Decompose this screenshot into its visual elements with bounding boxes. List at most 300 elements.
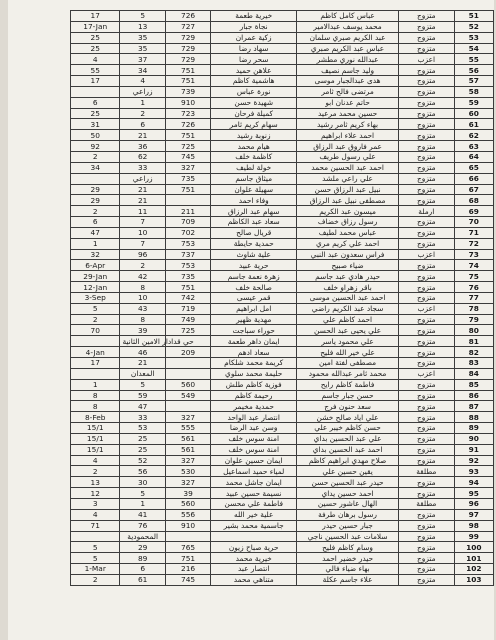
cell-code: 753 [165, 238, 210, 249]
cell-count: 10 [120, 227, 165, 238]
cell-code: 735 [165, 173, 210, 184]
cell-day: 17 [71, 76, 120, 87]
table-row [71, 423, 494, 434]
table-row [71, 564, 494, 575]
cell-day: 8-Feb [71, 412, 120, 423]
cell-full-name: احمد عبد الحسين موسى [297, 292, 399, 303]
cell-code: 560 [165, 379, 210, 390]
cell-full-name: احمد كاظم علي [297, 314, 399, 325]
cell-row-number: 84 [454, 368, 493, 379]
cell-row-number: 62 [454, 130, 493, 141]
table-row [71, 195, 494, 206]
cell-mother-name: علية شاوث [211, 249, 297, 260]
cell-day: 3 [71, 498, 120, 509]
cell-full-name: باقر زهراو خلف [297, 282, 399, 293]
cell-mother-name: ايمان داهر طعمة [211, 336, 297, 347]
cell-count: 30 [120, 477, 165, 488]
cell-full-name: حسن كاظم خيبر علي [297, 423, 399, 434]
cell-marital-status: متزوج [399, 97, 455, 108]
cell-row-number: 90 [454, 433, 493, 444]
cell-marital-status: متزوج [399, 488, 455, 499]
cell-marital-status: متزوج [399, 11, 455, 22]
cell-full-name: علي اياد صالح خشن [297, 412, 399, 423]
cell-code: 751 [165, 76, 210, 87]
table-row [71, 271, 494, 282]
cell-mother-name: حرية عبيد [211, 260, 297, 271]
cell-mother-name: علاهن حميد [211, 65, 297, 76]
table-row [71, 488, 494, 499]
cell-mother-name: سعاد عبد الكاظم [211, 217, 297, 228]
cell-day: 2 [71, 574, 120, 585]
cell-full-name: سجاد عبد الكريم راضي [297, 303, 399, 314]
cell-marital-status: متزوج [399, 347, 455, 358]
cell-count: 35 [120, 43, 165, 54]
cell-row-number: 73 [454, 249, 493, 260]
cell-marital-status: متزوج [399, 227, 455, 238]
cell-day: 29 [71, 184, 120, 195]
cell-count: 21 [120, 195, 165, 206]
table-row [71, 43, 494, 54]
cell-row-number: 76 [454, 282, 493, 293]
cell-full-name: عبد الكريم صبري سلمان [297, 32, 399, 43]
cell-count: 35 [120, 32, 165, 43]
cell-row-number: 89 [454, 423, 493, 434]
cell-mother-name: حرية صباح زيون [211, 542, 297, 553]
table-row [71, 227, 494, 238]
cell-mother-name: هاشمية كاظم [211, 76, 297, 87]
cell-code: 561 [165, 444, 210, 455]
cell-mother-name: مهدية ظهير [211, 314, 297, 325]
cell-row-number: 56 [454, 65, 493, 76]
cell-mother-name: حليمة محمد سلوي [211, 368, 297, 379]
cell-full-name: عمر فاروق عبد الرزاق [297, 141, 399, 152]
cell-mother-name: خيرية طعمة [211, 11, 297, 22]
table-row [71, 86, 494, 97]
cell-code: 742 [165, 292, 210, 303]
cell-code: 910 [165, 97, 210, 108]
cell-day: 2 [71, 206, 120, 217]
cell-row-number: 51 [454, 11, 493, 22]
cell-code: 749 [165, 314, 210, 325]
cell-mother-name: علية خير الله [211, 509, 297, 520]
cell-count: 61 [120, 574, 165, 585]
document-sheet [8, 0, 494, 640]
cell-full-name: حيدر عبد الحسين حسن [297, 477, 399, 488]
cell-row-number: 68 [454, 195, 493, 206]
cell-count: 96 [120, 249, 165, 260]
cell-marital-status: ارملة [399, 206, 455, 217]
cell-row-number: 88 [454, 412, 493, 423]
cell-count: 6 [120, 119, 165, 130]
cell-full-name: نبيل عبد الرزاق حسن [297, 184, 399, 195]
cell-full-name: فراس سعدون عبد النبي [297, 249, 399, 260]
cell-full-name: حيدر خضير احمد [297, 553, 399, 564]
cell-count: 52 [120, 455, 165, 466]
cell-full-name: حسن جبار جاسم [297, 390, 399, 401]
table-row [71, 509, 494, 520]
cell-mother-name: زكية عمران [211, 32, 297, 43]
table-row [71, 520, 494, 531]
cell-count: 6 [120, 564, 165, 575]
cell-row-number: 63 [454, 141, 493, 152]
cell-day: 5 [71, 303, 120, 314]
table-row [71, 260, 494, 271]
cell-marital-status: اعزب [399, 249, 455, 260]
table-row [71, 358, 494, 369]
cell-code: 555 [165, 423, 210, 434]
cell-row-number: 61 [454, 119, 493, 130]
cell-full-name: وسام كاظم فليح [297, 542, 399, 553]
cell-code: 735 [165, 271, 210, 282]
cell-day [71, 531, 120, 542]
cell-mother-name: متناهي محمد [211, 574, 297, 585]
cell-day: 3-Sep [71, 292, 120, 303]
cell-mother-name: ايمان حسين علوان [211, 455, 297, 466]
cell-marital-status: متزوج [399, 217, 455, 228]
cell-marital-status: اعزب [399, 368, 455, 379]
cell-count: 62 [120, 151, 165, 162]
table-row [71, 184, 494, 195]
cell-marital-status: مطلقة [399, 466, 455, 477]
cell-day: 2 [71, 314, 120, 325]
cell-day: 34 [71, 162, 120, 173]
cell-row-number: 103 [454, 574, 493, 585]
table-row [71, 433, 494, 444]
cell-row-number: 87 [454, 401, 493, 412]
cell-marital-status: متزوج [399, 162, 455, 173]
cell-count: 1 [120, 498, 165, 509]
roster-body [71, 11, 494, 586]
cell-row-number: 91 [454, 444, 493, 455]
cell-full-name: احمد حسين يداي [297, 488, 399, 499]
cell-full-name: علي رسول طريف [297, 151, 399, 162]
cell-row-number: 79 [454, 314, 493, 325]
table-row [71, 574, 494, 585]
cell-marital-status: متزوج [399, 130, 455, 141]
cell-full-name: رسول رزاق خضاف [297, 217, 399, 228]
cell-mother-name: ايمان جاشل محمد [211, 477, 297, 488]
cell-marital-status: متزوج [399, 141, 455, 152]
cell-marital-status: متزوج [399, 542, 455, 553]
table-row [71, 173, 494, 184]
cell-row-number: 99 [454, 531, 493, 542]
table-row [71, 292, 494, 303]
cell-count: حي قدادار الامين الثانية [120, 336, 165, 347]
table-row [71, 238, 494, 249]
cell-day: 1 [71, 379, 120, 390]
cell-full-name: احمد علي كريم مري [297, 238, 399, 249]
cell-code: 745 [165, 574, 210, 585]
cell-code: 702 [165, 227, 210, 238]
cell-mother-name: جاسمية محمد بشير [211, 520, 297, 531]
cell-count: 5 [120, 488, 165, 499]
table-row [71, 347, 494, 358]
cell-day: 50 [71, 130, 120, 141]
cell-mother-name: انتصار عبد [211, 564, 297, 575]
cell-row-number: 98 [454, 520, 493, 531]
cell-day: 4 [71, 509, 120, 520]
cell-code: 753 [165, 260, 210, 271]
cell-row-number: 71 [454, 227, 493, 238]
cell-count: 10 [120, 292, 165, 303]
cell-count: 25 [120, 433, 165, 444]
cell-code: 910 [165, 520, 210, 531]
cell-count: 21 [120, 130, 165, 141]
cell-day: 32 [71, 249, 120, 260]
table-row [71, 466, 494, 477]
cell-row-number: 85 [454, 379, 493, 390]
cell-day: 25 [71, 108, 120, 119]
cell-row-number: 75 [454, 271, 493, 282]
table-row [71, 498, 494, 509]
table-row [71, 32, 494, 43]
cell-marital-status: متزوج [399, 119, 455, 130]
cell-code: 211 [165, 206, 210, 217]
cell-marital-status: متزوج [399, 390, 455, 401]
cell-marital-status: متزوج [399, 336, 455, 347]
cell-mother-name: نجاة جبار [211, 21, 297, 32]
cell-row-number: 60 [454, 108, 493, 119]
table-row [71, 368, 494, 379]
cell-count: زراعي [120, 173, 165, 184]
cell-day: 4-Jan [71, 347, 120, 358]
cell-code [165, 195, 210, 206]
cell-code: 729 [165, 43, 210, 54]
cell-full-name: عبدالله نوري مطشر [297, 54, 399, 65]
cell-count: 8 [120, 282, 165, 293]
table-row [71, 477, 494, 488]
cell-count: 53 [120, 423, 165, 434]
cell-row-number: 96 [454, 498, 493, 509]
cell-full-name: مرتضى فالح ثامر [297, 86, 399, 97]
cell-day [71, 173, 120, 184]
cell-row-number: 78 [454, 303, 493, 314]
cell-row-number: 52 [454, 21, 493, 32]
table-row [71, 249, 494, 260]
cell-marital-status: متزوج [399, 76, 455, 87]
cell-count: 7 [120, 238, 165, 249]
cell-row-number: 81 [454, 336, 493, 347]
cell-row-number: 69 [454, 206, 493, 217]
cell-row-number: 64 [454, 151, 493, 162]
cell-row-number: 65 [454, 162, 493, 173]
cell-day: 6 [71, 97, 120, 108]
table-row [71, 455, 494, 466]
cell-marital-status: متزوج [399, 151, 455, 162]
cell-marital-status: متزوج [399, 325, 455, 336]
table-row [71, 206, 494, 217]
cell-day: 1-Mar [71, 564, 120, 575]
cell-full-name: هدى عبدالجبار موسى [297, 76, 399, 87]
cell-marital-status: متزوج [399, 433, 455, 444]
cell-day: 17-Jan [71, 21, 120, 32]
cell-count: 42 [120, 271, 165, 282]
cell-full-name: عباس كامل كاظم [297, 11, 399, 22]
cell-count: 34 [120, 65, 165, 76]
cell-count: 46 [120, 347, 165, 358]
cell-mother-name: سهام عبد الرزاق [211, 206, 297, 217]
cell-day: 25 [71, 32, 120, 43]
cell-marital-status: متزوج [399, 455, 455, 466]
cell-day: 15/1 [71, 423, 120, 434]
cell-mother-name: شهيدة حسن [211, 97, 297, 108]
cell-mother-name: زهرة نعمة جاسم [211, 271, 297, 282]
cell-row-number: 58 [454, 86, 493, 97]
cell-mother-name: حمدية مخيمر [211, 401, 297, 412]
cell-mother-name: ميثاق جاسم [211, 173, 297, 184]
cell-row-number: 59 [454, 97, 493, 108]
cell-code: 726 [165, 11, 210, 22]
table-row [71, 379, 494, 390]
cell-row-number: 95 [454, 488, 493, 499]
cell-day: 29 [71, 195, 120, 206]
table-row [71, 542, 494, 553]
cell-mother-name: خولة لطيف [211, 162, 297, 173]
table-row [71, 531, 494, 542]
cell-mother-name: كميلة فرحان [211, 108, 297, 119]
cell-marital-status: متزوج [399, 379, 455, 390]
cell-day: 13 [71, 477, 120, 488]
cell-code: 725 [165, 325, 210, 336]
cell-count: 21 [120, 184, 165, 195]
cell-code [165, 401, 210, 412]
cell-marital-status: متزوج [399, 509, 455, 520]
cell-code: 556 [165, 509, 210, 520]
cell-code: 216 [165, 564, 210, 575]
cell-marital-status: اعزب [399, 303, 455, 314]
cell-day: 1 [71, 238, 120, 249]
cell-code: 709 [165, 217, 210, 228]
table-row [71, 119, 494, 130]
cell-row-number: 67 [454, 184, 493, 195]
cell-count: 25 [120, 444, 165, 455]
cell-code: 327 [165, 412, 210, 423]
cell-mother-name: قمر عيسى [211, 292, 297, 303]
table-row [71, 65, 494, 76]
cell-code: 327 [165, 455, 210, 466]
cell-marital-status: متزوج [399, 423, 455, 434]
cell-full-name: عباس محمد لطيف [297, 227, 399, 238]
cell-code: 745 [165, 151, 210, 162]
cell-mother-name: فوزية كاظم طلش [211, 379, 297, 390]
cell-count: 7 [120, 217, 165, 228]
cell-code [165, 358, 210, 369]
table-row [71, 11, 494, 22]
cell-count: المحمودية [120, 531, 165, 542]
cell-mother-name: سهاد رضا [211, 43, 297, 54]
table-row [71, 444, 494, 455]
cell-row-number: 92 [454, 455, 493, 466]
cell-count: 29 [120, 542, 165, 553]
table-row [71, 336, 494, 347]
cell-mother-name: وسن عبد الرضا [211, 423, 297, 434]
cell-marital-status: متزوج [399, 43, 455, 54]
cell-full-name: حاتم عدنان ابو [297, 97, 399, 108]
cell-full-name: مصطفى نبيل عبد الرزاق [297, 195, 399, 206]
cell-day: 5 [71, 553, 120, 564]
table-row [71, 108, 494, 119]
cell-marital-status: متزوج [399, 184, 455, 195]
table-row [71, 76, 494, 87]
cell-mother-name: وفاء احمد [211, 195, 297, 206]
cell-code: 765 [165, 542, 210, 553]
cell-code: 727 [165, 21, 210, 32]
cell-full-name: حسين محمد مرعيد [297, 108, 399, 119]
cell-code: 561 [165, 433, 210, 444]
cell-count: 8 [120, 314, 165, 325]
cell-full-name: رسول برهان طرفة [297, 509, 399, 520]
cell-mother-name: امنة سوس خلف [211, 433, 297, 444]
cell-row-number: 100 [454, 542, 493, 553]
cell-marital-status: متزوج [399, 21, 455, 32]
cell-full-name: علي محمود ياسر [297, 336, 399, 347]
cell-full-name: وليد جاسم نصيف [297, 65, 399, 76]
cell-day: 12 [71, 488, 120, 499]
cell-marital-status: متزوج [399, 564, 455, 575]
cell-day: 6-Apr [71, 260, 120, 271]
cell-mother-name: انتصار عبد الواحد [211, 412, 297, 423]
table-row [71, 21, 494, 32]
cell-count: 13 [120, 21, 165, 32]
table-row [71, 217, 494, 228]
cell-day: 15/1 [71, 433, 120, 444]
cell-full-name: حيدر هادي عبد جاسم [297, 271, 399, 282]
cell-row-number: 83 [454, 358, 493, 369]
cell-mother-name: قريال صالح [211, 227, 297, 238]
cell-code: 560 [165, 498, 210, 509]
cell-count: 2 [120, 108, 165, 119]
table-row [71, 303, 494, 314]
cell-day: 55 [71, 65, 120, 76]
cell-code: 726 [165, 119, 210, 130]
cell-count: 11 [120, 206, 165, 217]
cell-row-number: 53 [454, 32, 493, 43]
table-row [71, 151, 494, 162]
cell-code: 723 [165, 108, 210, 119]
cell-full-name: جبار حسين حيدر [297, 520, 399, 531]
cell-row-number: 74 [454, 260, 493, 271]
cell-count: المعدان [120, 368, 165, 379]
cell-code: 729 [165, 32, 210, 43]
cell-row-number: 54 [454, 43, 493, 54]
cell-day: 15/1 [71, 444, 120, 455]
cell-code: 729 [165, 54, 210, 65]
cell-code: 327 [165, 477, 210, 488]
cell-full-name: فاطمة كاظم رايح [297, 379, 399, 390]
cell-full-name: الهال عاشور حسين [297, 498, 399, 509]
cell-mother-name: خيرية محمد [211, 553, 297, 564]
cell-full-name: علي خير الله فليح [297, 347, 399, 358]
cell-mother-name: نسيمة حسين عبيد [211, 488, 297, 499]
cell-marital-status: متزوج [399, 260, 455, 271]
cell-full-name: صلاح مهدي ابراهيم كاظم [297, 455, 399, 466]
cell-row-number: 101 [454, 553, 493, 564]
cell-day: 47 [71, 227, 120, 238]
cell-count: 89 [120, 553, 165, 564]
cell-row-number: 66 [454, 173, 493, 184]
cell-mother-name: سعاد ادهم [211, 347, 297, 358]
cell-full-name: يقين حسين علي [297, 466, 399, 477]
cell-full-name: محمد ثامر عبدالله محمود [297, 368, 399, 379]
cell-day: 31 [71, 119, 120, 130]
cell-day: 17 [71, 358, 120, 369]
cell-count: 5 [120, 379, 165, 390]
cell-day: 4 [71, 455, 120, 466]
cell-row-number: 97 [454, 509, 493, 520]
cell-day: 17 [71, 11, 120, 22]
cell-mother-name [211, 531, 297, 542]
cell-full-name: بهاء ضياء فالي [297, 564, 399, 575]
